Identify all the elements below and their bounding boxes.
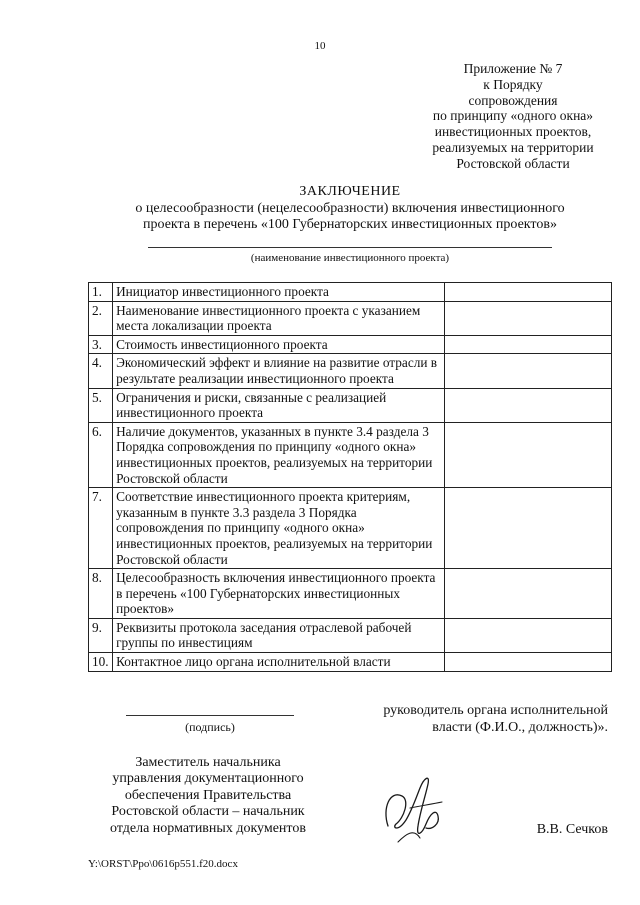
page-number: 10 [314,40,326,52]
subtitle-line: о целесообразности (нецелесообразности) включения инвестиционного [135,201,565,216]
row-number: 6. [89,422,113,487]
head-signature-block [338,703,608,736]
appendix-line: к Порядку [483,76,543,92]
row-value-cell [445,283,612,302]
row-number: 1. [89,283,113,302]
table-row [89,488,612,569]
signature-line [126,715,294,716]
row-value-cell [445,301,612,335]
row-value-cell [445,488,612,569]
row-number: 2. [89,301,113,335]
table-row [89,354,612,388]
deputy-line: Ростовской области – начальник [111,804,305,820]
row-label: Наличие документов, указанных в пункте 3.4 раздела 3 Порядка сопровождения по принципу «одного окна» инвестиционных проектов, реализуемых на территории Ростовской области [113,422,445,487]
table-row [89,301,612,335]
appendix-line: Приложение № 7 [463,61,563,76]
row-label: Стоимость инвестиционного проекта [113,335,445,354]
appendix-line: Ростовской области [456,155,570,171]
signature-caption: (подпись) [185,720,235,734]
row-value-cell [445,335,612,354]
subtitle-line: проекта в перечень «100 Губернаторских инвестиционных проектов» [143,217,557,232]
row-label: Целесообразность включения инвестиционного проекта в перечень «100 Губернаторских инвестиционных проектов» [113,569,445,619]
row-number: 7. [89,488,113,569]
row-number: 8. [89,569,113,619]
row-label: Наименование инвестиционного проекта с указанием места локализации проекта [113,301,445,335]
table-row [89,618,612,652]
row-value-cell [445,354,612,388]
row-label: Реквизиты протокола заседания отраслевой рабочей группы по инвестициям [113,618,445,652]
head-signature-line: руководитель органа исполнительной [383,703,608,718]
project-name-line [148,247,552,248]
row-number: 10. [89,653,113,672]
document-subtitle [0,201,640,233]
table-row [89,388,612,422]
row-value-cell [445,653,612,672]
appendix-line: инвестиционных проектов, [434,124,592,140]
row-number: 4. [89,354,113,388]
project-name-caption: (наименование инвестиционного проекта) [250,252,450,264]
deputy-title-block [88,755,328,837]
table-row [89,422,612,487]
row-number: 9. [89,618,113,652]
table-row [89,653,612,672]
file-path: Y:\ORST\Ppo\0616p551.f20.docx [88,858,238,870]
appendix-line: по принципу «одного окна» [432,108,594,124]
deputy-line: управления документационного [112,771,304,787]
row-value-cell [445,422,612,487]
row-value-cell [445,569,612,619]
row-label: Соответствие инвестиционного проекта критериям, указанным в пункте 3.3 раздела 3 Порядка сопровождения по принципу «одного окна» инвестиционных проектов, реализуемых на территории Ростовской области [113,488,445,569]
row-value-cell [445,618,612,652]
table-row [89,569,612,619]
row-label: Ограничения и риски, связанные с реализацией инвестиционного проекта [113,388,445,422]
row-number: 5. [89,388,113,422]
head-signature-line: власти (Ф.И.О., должность)». [432,719,608,735]
row-label: Контактное лицо органа исполнительной власти [113,653,445,672]
row-value-cell [445,388,612,422]
deputy-line: обеспечения Правительства [124,787,292,803]
appendix-line: сопровождения [468,92,558,108]
deputy-line: отдела нормативных документов [110,820,306,836]
appendix-header [418,61,608,172]
conclusion-table [88,282,612,672]
document-title: ЗАКЛЮЧЕНИЕ [299,184,401,199]
row-label: Экономический эффект и влияние на развитие отрасли в результате реализации инвестиционного проекта [113,354,445,388]
table-row [89,335,612,354]
row-number: 3. [89,335,113,354]
table-row [89,283,612,302]
deputy-line: Заместитель начальника [135,755,281,770]
handwritten-signature [380,768,452,848]
signer-name: В.В. Сечков [536,822,608,837]
appendix-line: реализуемых на территории [432,139,594,155]
row-label: Инициатор инвестиционного проекта [113,283,445,302]
